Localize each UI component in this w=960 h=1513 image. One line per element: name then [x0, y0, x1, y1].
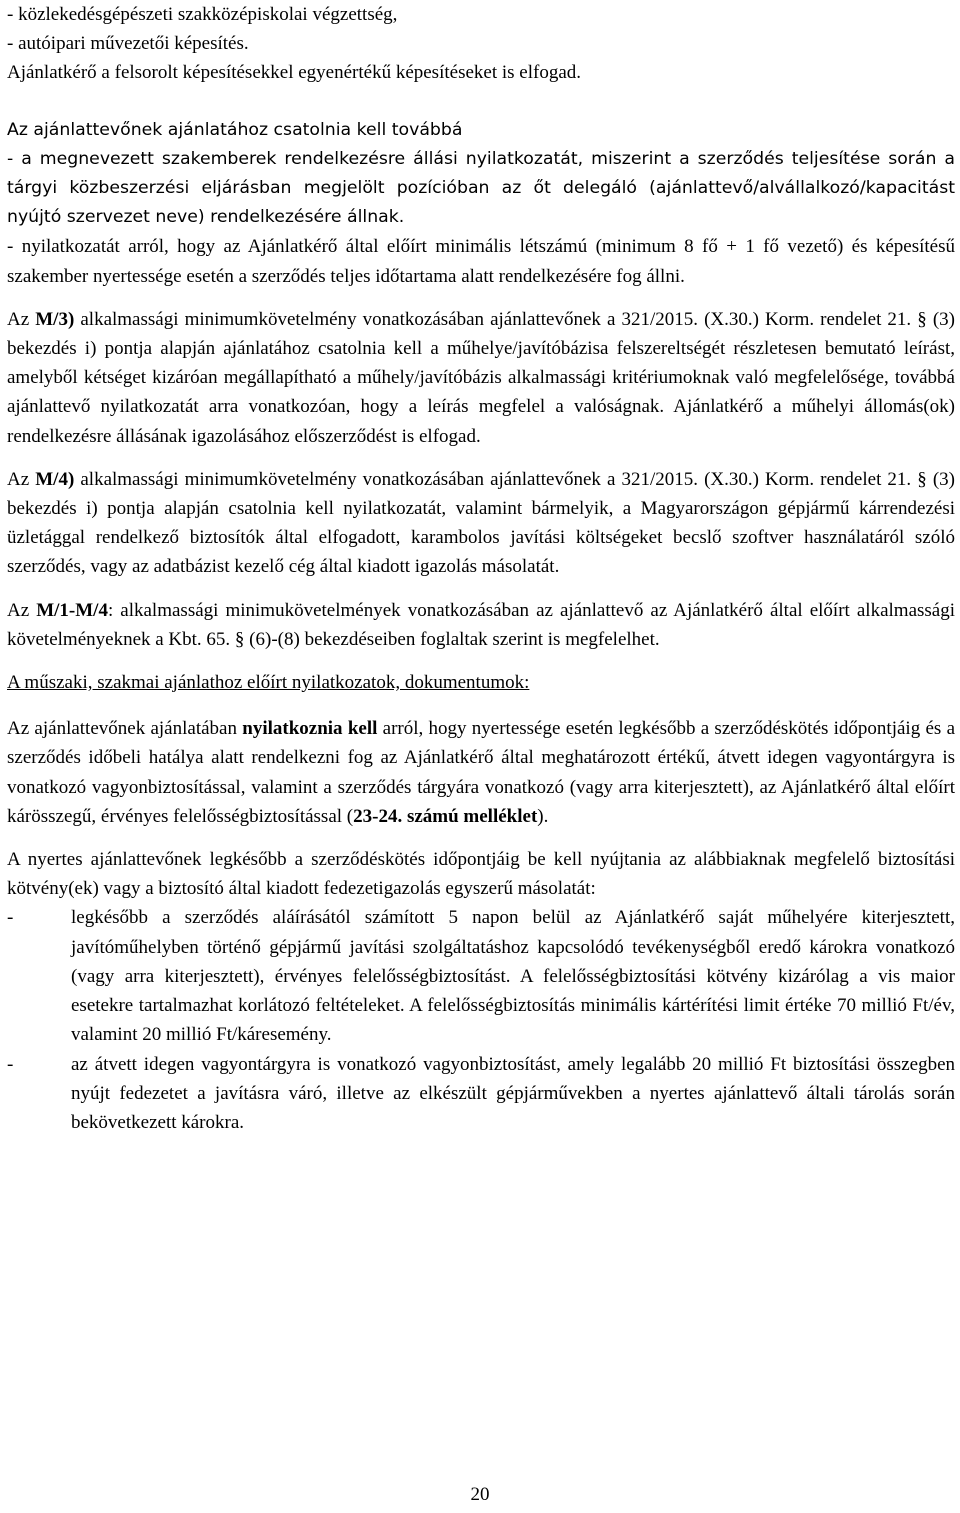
list-item-liability-insurance — [7, 903, 955, 1049]
paragraph-attach-intro: Az ajánlattevőnek ajánlatához csatolnia kell továbbá — [7, 119, 463, 140]
paragraph-attach-declaration: - a megnevezett szakemberek rendelkezésre állási nyilatkozatát, miszerint a szerződés teljesítése során a tárgyi közbeszerzési eljárásban megjelölt pozícióban az őt delegáló (ajánlattevő/alvállalkozó/kapacitást nyújtó szervezet neve) rendelkezésére állnak. — [7, 148, 955, 228]
list-bullet: - — [7, 1053, 14, 1075]
list-item-text: legkésőbb a szerződés aláírásától számított 5 napon belül az Ajánlatkérő saját műhelyére kiterjesztett, javítóműhelyben történő gépjármű javítási szolgáltatáshoz kapcsolódó tevékenységből eredő károkra vonatkozó (vagy arra kiterjesztett), érvényes felelősségbiztosítást. A felelősségbiztosítási kötvény kizárólag a vis maior esetekre tartalmazhat korlátozó feltételeket. A felelősségbiztosítás minimális kártérítési limit értéke 70 millió Ft/év, valamint 20 millió Ft/káresemény. — [71, 907, 955, 1046]
requirement-code-m1-m4: M/1-M/4 — [36, 599, 108, 621]
document-body — [7, 0, 955, 1137]
list-item-qualification-1: - közlekedésgépészeti szakközépiskolai végzettség, — [7, 4, 398, 25]
page-number: 20 — [470, 1484, 490, 1505]
section-heading-technical: A műszaki, szakmai ajánlathoz előírt nyilatkozatok, dokumentumok: — [7, 672, 530, 694]
list-item-qualification-2: - autóipari művezetői képesítés. — [7, 33, 249, 55]
list-item-property-insurance — [7, 1050, 955, 1138]
paragraph-m4: Az M/4) alkalmassági minimumkövetelmény vonatkozásában ajánlattevőnek a 321/2015. (X.30.) Korm. rendelet 21. § (3) bekezdés i) pontja alapján csatolnia kell nyilatkozatát, valamint bármelyik, a Magyarországon gépjármű kárrendezési üzletággal rendelkező biztosítók által elfogadott, karambolos javítási költségeket becslő szoftver használatáról szóló szerződés, vagy az adatbázist kezelő cég által kiadott igazolás másolatát. — [7, 468, 955, 578]
paragraph-m1-m4: Az M/1-M/4: alkalmassági minimukövetelmények vonatkozásában az ajánlattevő az Ajánlatkérő által előírt alkalmassági követelményeknek a Kbt. 65. § (6)-(8) bekezdéseiben foglaltak szerint is megfelelhet. — [7, 599, 955, 650]
paragraph-winner-obligation: A nyertes ajánlattevőnek legkésőbb a szerződéskötés időpontjáig be kell nyújtania az alábbiaknak megfelelő biztosítási kötvény(ek) vagy a biztosító által kiadott fedezetigazolás egyszerű másolatát: — [7, 849, 955, 900]
requirement-code-m3: M/3) — [35, 308, 75, 330]
paragraph-m3: Az M/3) alkalmassági minimumkövetelmény vonatkozásában ajánlattevőnek a 321/2015. (X.30.) Korm. rendelet 21. § (3) bekezdés i) pontja alapján ajánlatához csatolnia kell a műhelye/javítóbázisa felszereltségét részletesen bemutató leírást, amelyből kétséget kizáróan megállapítható a műhely/javítóbázis alkalmassági kritériumoknak való megfelelősége, továbbá ajánlattevő nyilatkozatát arra vonatkozóan, hogy a leírás megfelel a valóságnak. Ajánlatkérő a műhelyi állomás(ok) rendelkezésre állásának igazolásához előszerződést is elfogad. — [7, 308, 955, 447]
list-item-text: az átvett idegen vagyontárgyra is vonatkozó vagyonbiztosítást, amely legalább 20 millió Ft biztosítási összegben nyújt fedezetet a javításra váró, illetve az elkészült gépjárművekben a nyertes ajánlattevő általi tárolás során bekövetkezett károkra. — [71, 1053, 955, 1133]
paragraph-equivalent: Ajánlatkérő a felsorolt képesítésekkel egyenértékű képesítéseket is elfogad. — [7, 62, 581, 84]
requirement-code-m4: M/4) — [35, 468, 75, 490]
annex-reference: 23-24. számú melléklet — [353, 805, 538, 827]
paragraph-insurance-declaration: Az ajánlattevőnek ajánlatában nyilatkoznia kell arról, hogy nyertessége esetén legkésőbb a szerződéskötés időpontjáig és a szerződés időbeli hatálya alatt rendelkezni fog az Ajánlatkérő által meghatározott értékű, átvett idegen vagyontárgyra is vonatkozó vagyonbiztosítással, valamint a szerződés tárgyára vonatkozó (vagy arra kiterjesztett), az Ajánlatkérő által előírt kárösszegű, érvényes felelősségbiztosítással (23-24. számú melléklet). — [7, 718, 956, 827]
paragraph-attach-staffing: - nyilatkozatát arról, hogy az Ajánlatkérő által előírt minimális létszámú (minimum 8 fő + 1 fő vezető) és képesítésű szakember nyertessége esetén a szerződés teljes időtartama alatt rendelkezésére fog állni. — [7, 236, 955, 287]
emphasis-must-declare: nyilatkoznia kell — [242, 718, 378, 740]
list-bullet: - — [7, 907, 14, 929]
